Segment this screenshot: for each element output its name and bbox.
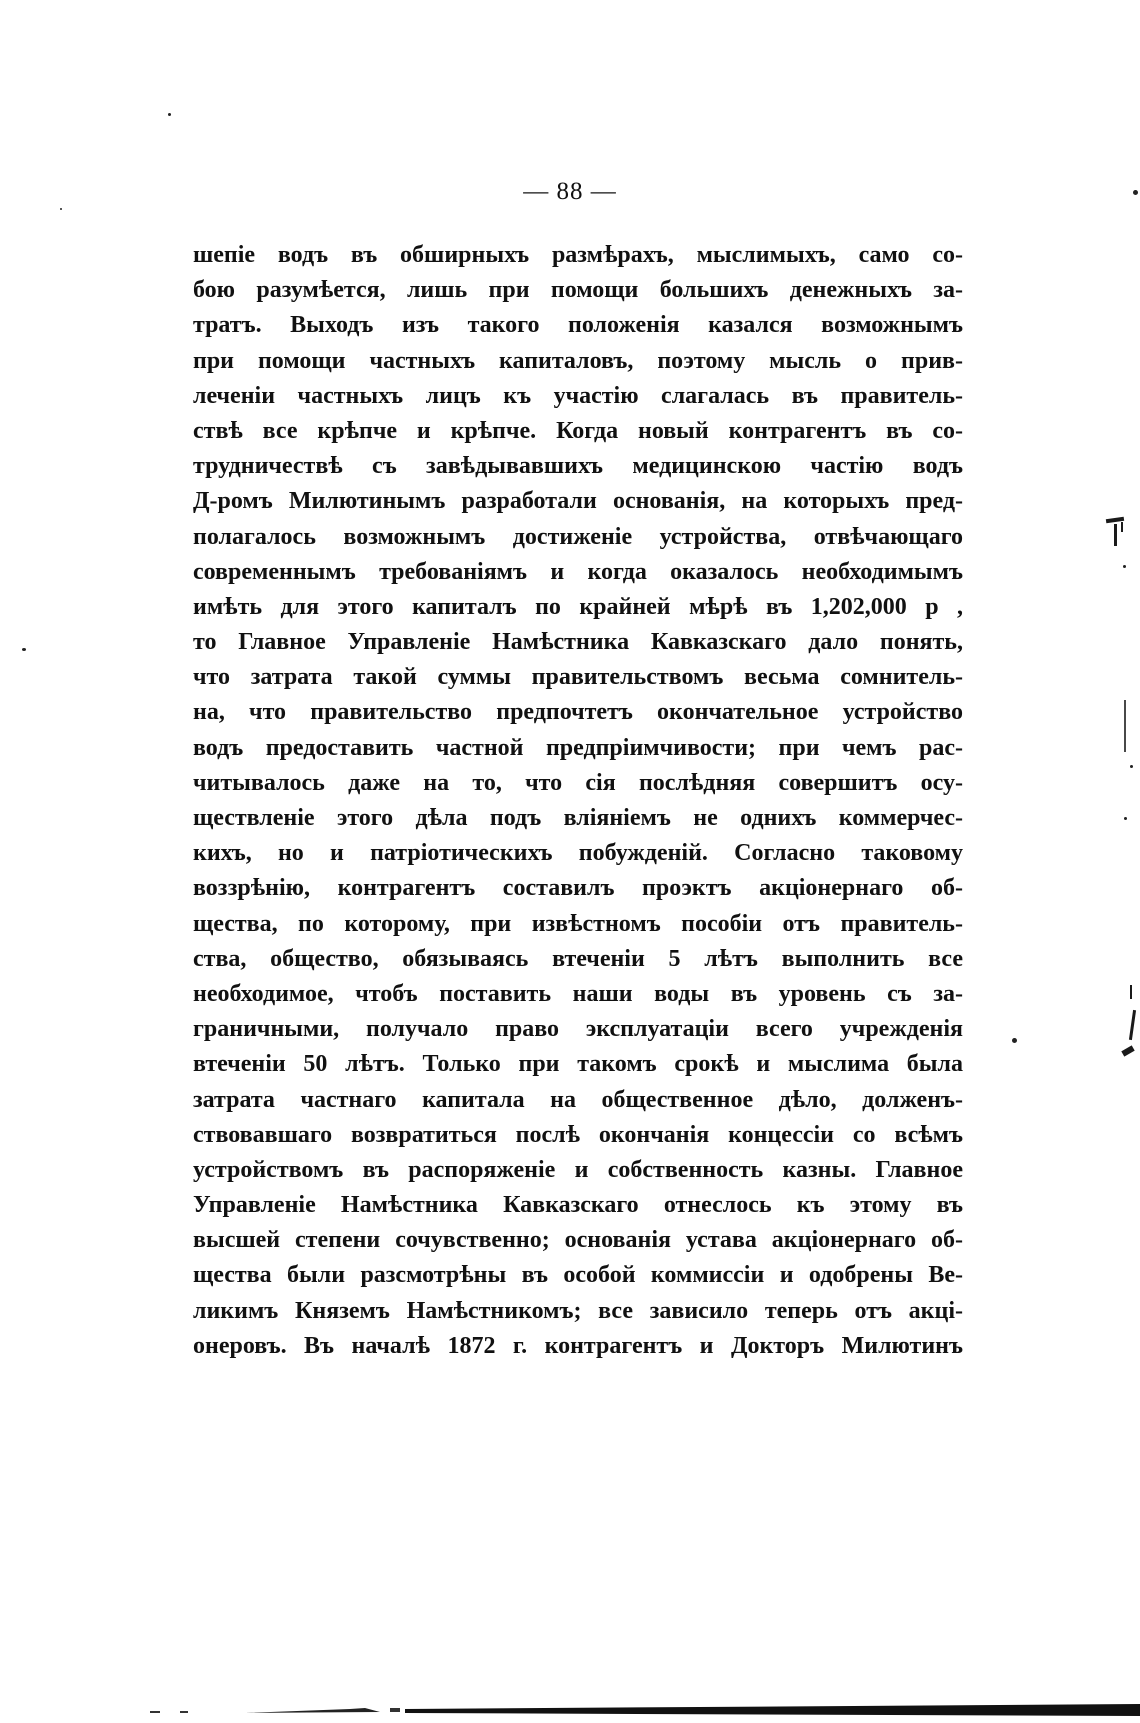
scan-bottom-edge xyxy=(150,1700,1140,1716)
scan-mark xyxy=(1130,985,1132,999)
text-line: ликимъ Княземъ Намѣстникомъ; все зависило теперь отъ акці- xyxy=(193,1297,963,1324)
text-line: кихъ, но и патріотическихъ побужденій. Согласно таковому xyxy=(193,840,963,867)
text-line: высшей степени сочувственно; основанія устава акціонернаго об- xyxy=(193,1227,963,1254)
scan-speck xyxy=(1012,1038,1017,1043)
text-line: ства, общество, обязываясь втеченіи 5 лѣтъ выполнить все xyxy=(193,945,963,972)
page-number: — 88 — xyxy=(523,178,617,205)
body-text xyxy=(193,238,963,1364)
text-line: щества, по которому, при извѣстномъ пособіи отъ правитель- xyxy=(193,910,963,937)
text-line: леченіи частныхъ лицъ къ участію слагалась въ правитель- xyxy=(193,382,963,409)
scan-speck xyxy=(1133,190,1138,195)
text-line: на, что правительство предпочтетъ окончательное устройство xyxy=(193,699,963,726)
scan-speck xyxy=(60,208,62,210)
text-line: ществленіе этого дѣла подъ вліяніемъ не однихъ коммерчес- xyxy=(193,805,963,831)
scan-speck xyxy=(1124,817,1127,820)
text-line: то Главное Управленіе Намѣстника Кавказскаго дало понять, xyxy=(193,629,963,656)
text-line: устройствомъ въ распоряженіе и собственность казны. Главное xyxy=(193,1156,963,1183)
scan-mark xyxy=(1129,1010,1136,1040)
text-line: читывалось даже на то, что сія послѣдняя совершитъ осу- xyxy=(193,769,963,796)
scan-speck xyxy=(1123,565,1126,568)
scan-mark xyxy=(1114,524,1117,546)
text-line: граничными, получало право эксплуатаціи всего учрежденія xyxy=(193,1016,963,1043)
scan-mark xyxy=(1124,700,1126,752)
text-line: что затрата такой суммы правительствомъ весьма сомнитель- xyxy=(193,664,963,691)
text-line: онеровъ. Въ началѣ 1872 г. контрагентъ и Докторъ Милютинъ xyxy=(193,1332,963,1359)
text-line: щества были разсмотрѣны въ особой коммиссіи и одобрены Ве- xyxy=(193,1262,963,1289)
text-line: трудничествѣ съ завѣдывавшихъ медицинскою частію водъ xyxy=(193,453,963,480)
text-line: при помощи частныхъ капиталовъ, поэтому мысль о прив- xyxy=(193,347,963,374)
scan-mark xyxy=(1121,522,1123,532)
text-line: шепіе водъ въ обширныхъ размѣрахъ, мыслимыхъ, само со- xyxy=(193,242,963,268)
text-line: бою разумѣется, лишь при помощи большихъ денежныхъ за- xyxy=(193,277,963,304)
scan-speck xyxy=(22,648,26,651)
text-line: имѣть для этого капиталъ по крайней мѣрѣ въ 1,202,000 р , xyxy=(193,593,963,620)
text-line: Д-ромъ Милютинымъ разработали основанія, на которыхъ пред- xyxy=(193,488,963,515)
text-line: полагалось возможнымъ достиженіе устройства, отвѣчающаго xyxy=(193,523,963,550)
scan-speck xyxy=(1130,765,1133,768)
text-line: тратъ. Выходъ изъ такого положенія казался возможнымъ xyxy=(193,312,963,339)
text-line: воззрѣнію, контрагентъ составилъ проэктъ акціонернаго об- xyxy=(193,875,963,902)
text-line: втеченіи 50 лѣтъ. Только при такомъ срокѣ и мыслима была xyxy=(193,1051,963,1078)
text-line: затрата частнаго капитала на общественное дѣло, долженъ- xyxy=(193,1086,963,1113)
text-line: необходимое, чтобъ поставить наши воды въ уровень съ за- xyxy=(193,980,963,1007)
text-line: современнымъ требованіямъ и когда оказалось необходимымъ xyxy=(193,558,963,585)
text-line: ствовавшаго возвратиться послѣ окончанія концессіи со всѣмъ xyxy=(193,1121,963,1148)
scan-mark xyxy=(1121,1045,1134,1056)
text-line: водъ предоставить частной предпріимчивости; при чемъ рас- xyxy=(193,734,963,761)
text-line: Управленіе Намѣстника Кавказскаго отнеслось къ этому въ xyxy=(193,1192,963,1219)
scan-speck xyxy=(168,113,171,116)
text-line: ствѣ все крѣпче и крѣпче. Когда новый контрагентъ въ со- xyxy=(193,417,963,444)
